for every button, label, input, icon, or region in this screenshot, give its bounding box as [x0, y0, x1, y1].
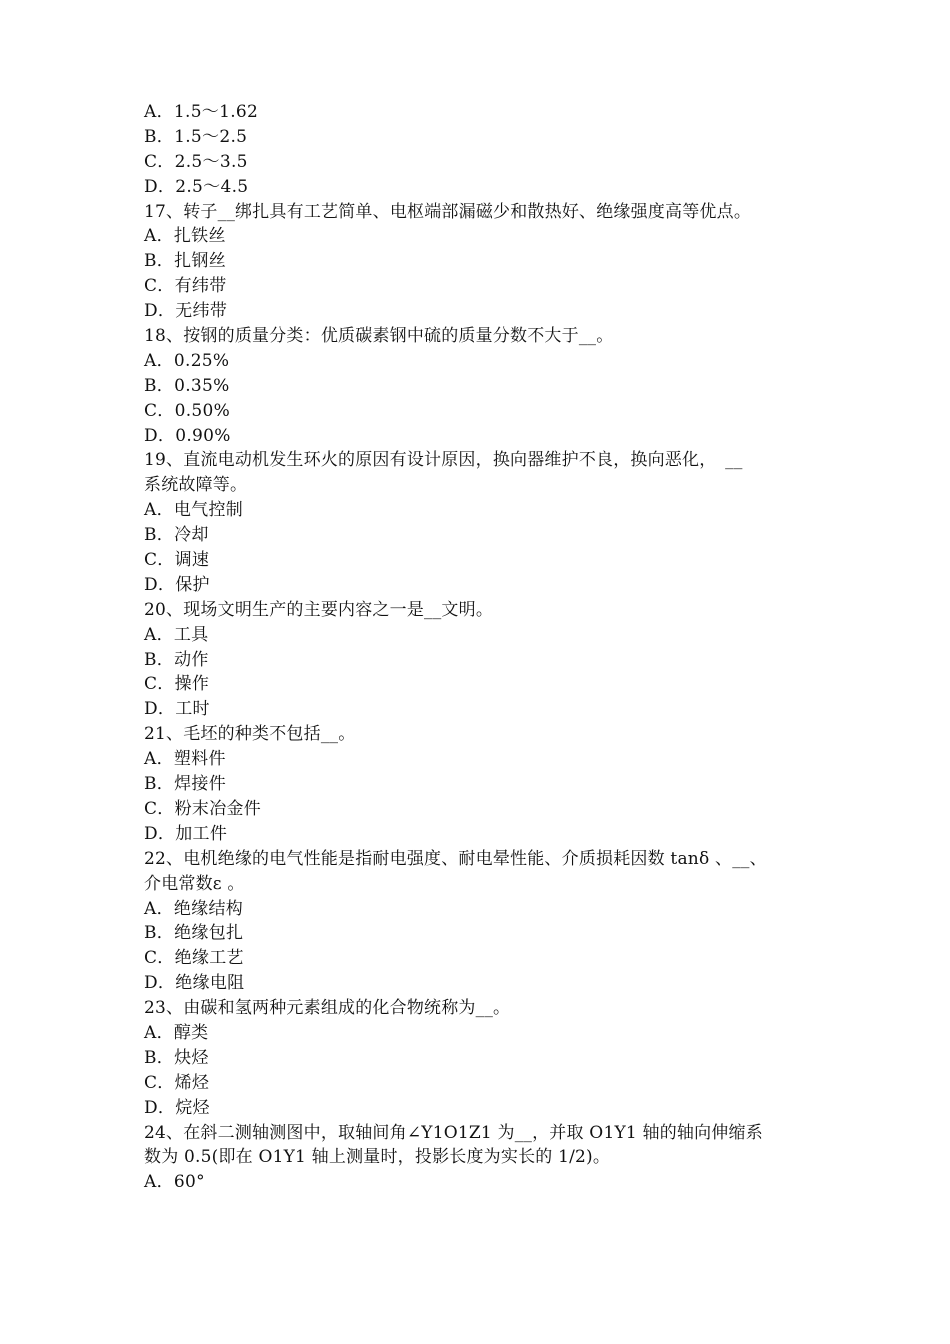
option-line: C．操作 — [144, 674, 210, 695]
option-line: A．绝缘结构 — [144, 898, 244, 919]
document-page — [144, 100, 824, 1195]
question-continuation-line: 数为 0.5(即在 O1Y1 轴上测量时，投影长度为实长的 1/2)。 — [144, 1147, 611, 1168]
question-continuation-line: 系统故障等。 — [144, 475, 248, 496]
option-line: C．粉末冶金件 — [144, 798, 262, 819]
option-line: B．动作 — [144, 649, 209, 670]
question-line: 17、转子__绑扎具有工艺简单、电枢端部漏磁少和散热好、绝缘强度高等优点。 — [144, 201, 752, 222]
option-line: B．0.35% — [144, 375, 230, 396]
option-line: A．60° — [144, 1172, 205, 1193]
option-line: B．炔烃 — [144, 1047, 209, 1068]
question-line: 21、毛坯的种类不包括__。 — [144, 724, 356, 745]
option-line: A．工具 — [144, 624, 209, 645]
option-line: B．冷却 — [144, 525, 209, 546]
option-line: A．0.25% — [144, 350, 230, 371]
question-line: 22、电机绝缘的电气性能是指耐电强度、耐电晕性能、介质损耗因数 tanδ 、__、 — [144, 848, 767, 869]
option-line: D．烷烃 — [144, 1097, 210, 1118]
option-line: C．2.5～3.5 — [144, 151, 248, 172]
option-line: D．加工件 — [144, 823, 228, 844]
option-line: B．焊接件 — [144, 774, 226, 795]
option-line: C．0.50% — [144, 400, 231, 421]
question-line: 20、现场文明生产的主要内容之一是__文明。 — [144, 599, 494, 620]
option-line: C．烯烃 — [144, 1072, 210, 1093]
question-continuation-line: 介电常数ε 。 — [144, 873, 245, 894]
option-line: A．扎铁丝 — [144, 226, 226, 247]
option-line: D．绝缘电阻 — [144, 973, 245, 994]
option-line: B．绝缘包扎 — [144, 923, 244, 944]
question-line: 23、由碳和氢两种元素组成的化合物统称为__。 — [144, 998, 511, 1019]
option-line: C．调速 — [144, 550, 210, 571]
option-line: D．工时 — [144, 699, 210, 720]
option-line: D．保护 — [144, 574, 210, 595]
question-line: 19、直流电动机发生环火的原因有设计原因，换向器维护不良，换向恶化， __ — [144, 450, 743, 471]
option-line: B．扎钢丝 — [144, 251, 226, 272]
option-line: C．有纬带 — [144, 276, 227, 297]
option-line: D．无纬带 — [144, 301, 228, 322]
option-line: A．1.5～1.62 — [144, 102, 259, 122]
question-line: 18、按钢的质量分类：优质碳素钢中硫的质量分数不大于__。 — [144, 326, 614, 347]
option-line: A．塑料件 — [144, 749, 226, 770]
option-line: D．0.90% — [144, 425, 231, 446]
option-line: D．2.5～4.5 — [144, 176, 249, 197]
option-line: C．绝缘工艺 — [144, 948, 244, 969]
option-line: A．醇类 — [144, 1022, 209, 1043]
question-line: 24、在斜二测轴测图中，取轴间角∠Y1O1Z1 为__，并取 O1Y1 轴的轴向伸缩系 — [144, 1122, 763, 1143]
option-line: A．电气控制 — [144, 500, 244, 521]
option-line: B．1.5～2.5 — [144, 126, 248, 147]
